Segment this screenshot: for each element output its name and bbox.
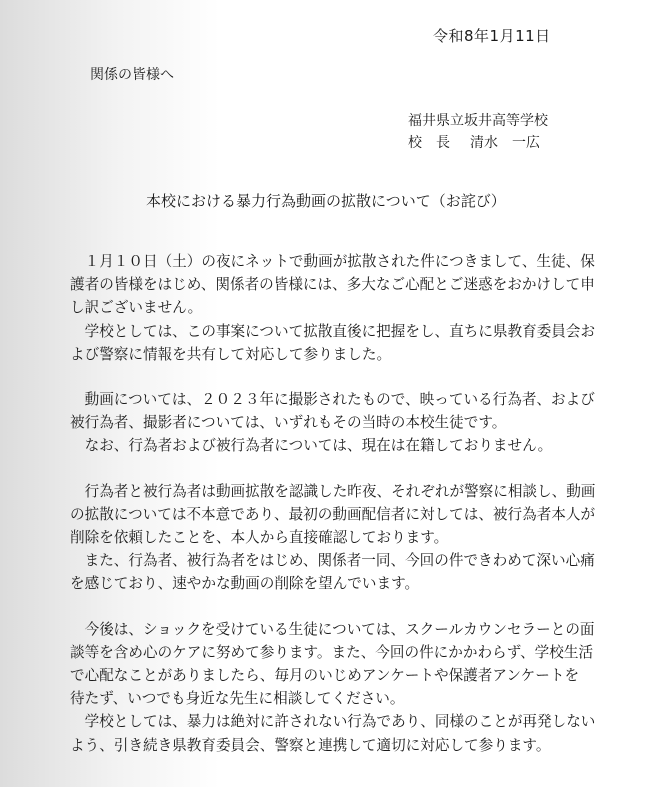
document-date: 令和8年1月11日 — [433, 27, 551, 45]
text-line: 被行為者、撮影者については、いずれもその当時の本校生徒です。 — [70, 414, 507, 432]
paragraph-school-response — [70, 320, 596, 366]
text-line: 動画については、２０２３年に撮影されたもので、映っている行為者、および — [70, 391, 595, 409]
paragraph-enrollment-status — [70, 434, 590, 457]
sender-name: 清水 一広 — [470, 135, 540, 151]
text-line: 行為者と被行為者は動画拡散を認識した昨夜、それぞれが警察に相談し、動画 — [70, 482, 596, 500]
document-title: 本校における暴力行為動画の拡散について（お詫び） — [146, 192, 506, 210]
section-spacer — [70, 458, 590, 480]
text-line: を感じており、速やかな動画の削除を望んでいます。 — [70, 575, 420, 593]
section-spacer — [70, 596, 590, 618]
text-line: 談等を含め心のケアに努めて参ります。また、今回の件にかかわらず、学校生活 — [70, 643, 594, 661]
paragraph-prevention — [70, 710, 596, 756]
text-line: なお、行為者および被行為者については、現在は在籍しておりません。 — [70, 437, 553, 455]
text-line: また、行為者、被行為者をはじめ、関係者一同、今回の件できわめて深い心痛 — [70, 552, 595, 570]
text-line: 削除を依頼したことを、本人から直接確認しております。 — [70, 529, 449, 547]
text-line: よう、引き続き県教育委員会、警察と連携して適切に対応して参ります。 — [70, 736, 551, 754]
section-spacer — [70, 366, 590, 388]
text-line: １月１０日（土）の夜にネットで動画が拡散された件につきまして、生徒、保 — [70, 253, 595, 270]
text-line: 学校としては、この事案について拡散直後に把握をし、直ちに県教育委員会お — [70, 322, 596, 340]
text-line: 待たず、いつでも身近な先生に相談してください。 — [70, 690, 405, 708]
paragraph-student-care — [70, 618, 595, 711]
text-line: で心配なことがありましたら、毎月のいじめアンケートや保護者アンケートを — [70, 667, 580, 685]
paragraph-police-consultation — [70, 480, 596, 550]
paragraph-deletion-request — [70, 549, 595, 595]
text-line: よび警察に情報を共有して対応して参りました。 — [70, 345, 392, 363]
sender-block — [408, 110, 548, 154]
sender-name-row — [408, 132, 548, 154]
text-line: 今後は、ショックを受けている生徒については、スクールカウンセラーとの面 — [70, 620, 595, 638]
document-body — [70, 250, 596, 757]
sender-title: 校 長 — [408, 135, 450, 151]
text-line: の拡散については不本意であり、最初の動画配信者に対しては、被行為者本人が — [70, 505, 596, 523]
section-video-details — [70, 388, 595, 458]
text-line: 護者の皆様をはじめ、関係者の皆様には、多大なご心配とご迷惑をおかけして申 — [70, 276, 595, 294]
paragraph-apology — [70, 250, 595, 320]
paragraph-video-origin — [70, 388, 595, 434]
section-parties-response — [70, 480, 596, 596]
text-line: し訳ございません。 — [70, 299, 203, 317]
section-incident-apology — [70, 250, 596, 366]
sender-organization: 福井県立坂井高等学校 — [408, 113, 548, 129]
text-line: 学校としては、暴力は絶対に許されない行為であり、同様のことが再発しない — [70, 713, 596, 731]
addressee: 関係の皆様へ — [90, 67, 174, 83]
section-future-measures — [70, 618, 596, 757]
